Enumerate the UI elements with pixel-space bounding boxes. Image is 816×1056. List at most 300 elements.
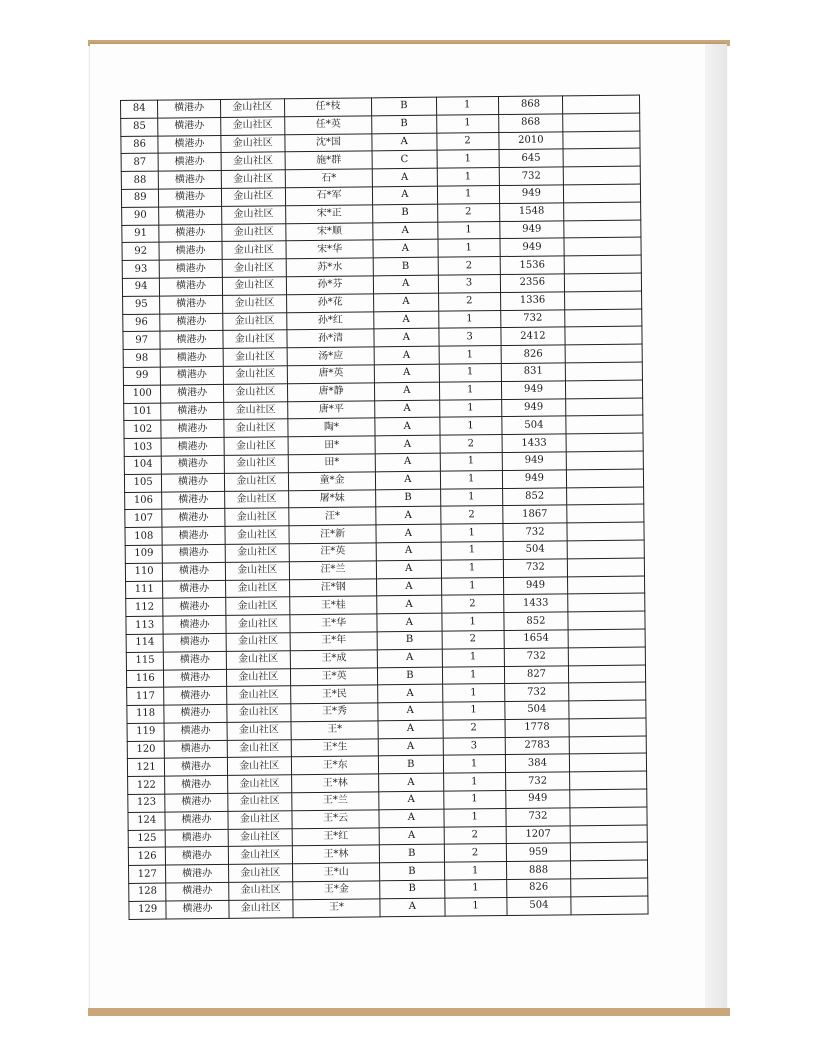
- note-cell: [565, 326, 642, 345]
- count-cell: 1: [439, 381, 501, 399]
- note-cell: [566, 398, 643, 417]
- count-cell: 1: [437, 221, 499, 239]
- note-cell: [568, 593, 645, 612]
- office-cell: 横港办: [165, 740, 227, 758]
- office-cell: 横港办: [166, 900, 228, 918]
- office-cell: 横港办: [160, 260, 222, 278]
- note-cell: [571, 860, 648, 879]
- row-number-cell: 91: [122, 225, 160, 243]
- note-cell: [569, 682, 646, 701]
- note-cell: [570, 807, 647, 826]
- note-cell: [567, 504, 644, 523]
- note-cell: [563, 131, 640, 150]
- subsidy-table: [120, 95, 649, 920]
- office-cell: 横港办: [162, 455, 224, 473]
- office-cell: 横港办: [164, 705, 226, 723]
- note-cell: [566, 415, 643, 434]
- community-cell: 金山社区: [220, 99, 285, 117]
- count-cell: 1: [437, 150, 499, 168]
- name-cell: 王*云: [292, 810, 379, 829]
- office-cell: 横港办: [161, 402, 223, 420]
- community-cell: 金山社区: [227, 739, 292, 757]
- row-number-cell: 122: [128, 776, 166, 794]
- class-cell: B: [372, 115, 437, 133]
- note-cell: [564, 255, 641, 274]
- row-number-cell: 95: [123, 296, 161, 314]
- class-cell: A: [374, 293, 439, 311]
- name-cell: 汤*应: [287, 347, 374, 366]
- office-cell: 横港办: [161, 420, 223, 438]
- class-cell: A: [374, 346, 439, 364]
- note-cell: [564, 273, 641, 292]
- community-cell: 金山社区: [226, 650, 291, 668]
- amount-cell: 2783: [505, 737, 570, 755]
- name-cell: 沈*国: [285, 133, 372, 152]
- class-cell: A: [373, 240, 438, 258]
- row-number-cell: 88: [121, 171, 159, 189]
- amount-cell: 2356: [500, 274, 565, 292]
- note-cell: [569, 754, 646, 773]
- community-cell: 金山社区: [222, 277, 287, 295]
- office-cell: 横港办: [165, 776, 227, 794]
- name-cell: 王*红: [292, 827, 379, 846]
- count-cell: 1: [444, 880, 506, 898]
- note-cell: [565, 309, 642, 328]
- community-cell: 金山社区: [228, 882, 293, 900]
- community-cell: 金山社区: [226, 686, 291, 704]
- class-cell: A: [377, 578, 442, 596]
- row-number-cell: 110: [125, 563, 163, 581]
- community-cell: 金山社区: [229, 900, 294, 918]
- amount-cell: 1548: [499, 203, 564, 221]
- row-number-cell: 102: [124, 420, 162, 438]
- note-cell: [566, 451, 643, 470]
- count-cell: 1: [436, 97, 498, 115]
- community-cell: 金山社区: [223, 419, 288, 437]
- community-cell: 金山社区: [224, 490, 289, 508]
- amount-cell: 732: [504, 683, 569, 701]
- row-number-cell: 121: [127, 759, 165, 777]
- name-cell: 王*桂: [290, 596, 377, 615]
- name-cell: 孙*清: [287, 329, 374, 348]
- note-cell: [564, 202, 641, 221]
- note-cell: [570, 789, 647, 808]
- amount-cell: 732: [500, 309, 565, 327]
- office-cell: 横港办: [166, 865, 228, 883]
- row-number-cell: 117: [127, 687, 165, 705]
- community-cell: 金山社区: [224, 455, 289, 473]
- class-cell: A: [376, 524, 441, 542]
- row-number-cell: 118: [127, 705, 165, 723]
- office-cell: 横港办: [164, 722, 226, 740]
- name-cell: 王*英: [290, 667, 377, 686]
- office-cell: 横港办: [165, 793, 227, 811]
- note-cell: [568, 611, 645, 630]
- row-number-cell: 126: [128, 848, 166, 866]
- office-cell: 横港办: [163, 580, 225, 598]
- class-cell: B: [380, 880, 445, 898]
- note-cell: [568, 647, 645, 666]
- row-number-cell: 99: [123, 367, 161, 385]
- count-cell: 3: [443, 737, 505, 755]
- name-cell: 唐*静: [287, 383, 374, 402]
- community-cell: 金山社区: [221, 170, 286, 188]
- class-cell: A: [372, 168, 437, 186]
- row-number-cell: 100: [123, 385, 161, 403]
- community-cell: 金山社区: [221, 206, 286, 224]
- office-cell: 横港办: [164, 669, 226, 687]
- row-number-cell: 106: [125, 492, 163, 510]
- name-cell: 唐*英: [287, 365, 374, 384]
- community-cell: 金山社区: [224, 508, 289, 526]
- name-cell: 王*金: [293, 881, 380, 900]
- count-cell: 1: [437, 239, 499, 257]
- office-cell: 横港办: [159, 188, 221, 206]
- amount-cell: 1536: [500, 256, 565, 274]
- amount-cell: 1433: [502, 434, 567, 452]
- amount-cell: 732: [503, 523, 568, 541]
- note-cell: [563, 166, 640, 185]
- office-cell: 横港办: [160, 277, 222, 295]
- count-cell: 1: [437, 186, 499, 204]
- class-cell: B: [378, 667, 443, 685]
- count-cell: 1: [436, 114, 498, 132]
- office-cell: 横港办: [166, 882, 228, 900]
- office-cell: 横港办: [164, 651, 226, 669]
- row-number-cell: 104: [124, 456, 162, 474]
- office-cell: 横港办: [163, 544, 225, 562]
- name-cell: 唐*平: [288, 400, 375, 419]
- amount-cell: 504: [505, 701, 570, 719]
- amount-cell: 949: [501, 398, 566, 416]
- count-cell: 1: [443, 773, 505, 791]
- row-number-cell: 115: [126, 652, 164, 670]
- name-cell: 汪*钢: [289, 578, 376, 597]
- amount-cell: 1336: [500, 292, 565, 310]
- amount-cell: 1867: [503, 505, 568, 523]
- note-cell: [564, 220, 641, 239]
- community-cell: 金山社区: [228, 828, 293, 846]
- amount-cell: 959: [506, 843, 571, 861]
- name-cell: 王*秀: [291, 703, 378, 722]
- office-cell: 横港办: [166, 829, 228, 847]
- table-body: [121, 95, 649, 919]
- community-cell: 金山社区: [222, 259, 287, 277]
- row-number-cell: 86: [121, 136, 159, 154]
- count-cell: 1: [441, 577, 503, 595]
- office-cell: 横港办: [159, 206, 221, 224]
- class-cell: A: [374, 364, 439, 382]
- community-cell: 金山社区: [223, 366, 288, 384]
- class-cell: A: [376, 506, 441, 524]
- row-number-cell: 103: [124, 438, 162, 456]
- class-cell: A: [378, 702, 443, 720]
- name-cell: 石*军: [285, 187, 372, 206]
- note-cell: [570, 771, 647, 790]
- name-cell: 任*枝: [284, 98, 371, 117]
- community-cell: 金山社区: [223, 401, 288, 419]
- amount-cell: 732: [505, 772, 570, 790]
- paper-fold-shadow: [705, 44, 727, 1012]
- class-cell: B: [379, 756, 444, 774]
- name-cell: 王*兰: [292, 792, 379, 811]
- amount-cell: 732: [504, 648, 569, 666]
- name-cell: 童*金: [288, 472, 375, 491]
- office-cell: 横港办: [158, 117, 220, 135]
- note-cell: [569, 700, 646, 719]
- row-number-cell: 109: [125, 545, 163, 563]
- amount-cell: 504: [502, 416, 567, 434]
- class-cell: B: [373, 204, 438, 222]
- name-cell: 汪*新: [289, 525, 376, 544]
- row-number-cell: 89: [121, 189, 159, 207]
- note-cell: [567, 522, 644, 541]
- row-number-cell: 113: [126, 616, 164, 634]
- note-cell: [566, 380, 643, 399]
- amount-cell: 868: [498, 96, 563, 114]
- name-cell: 王*成: [290, 650, 377, 669]
- name-cell: 王*: [293, 899, 380, 918]
- count-cell: 1: [439, 346, 501, 364]
- office-cell: 横港办: [162, 473, 224, 491]
- office-cell: 横港办: [163, 633, 225, 651]
- document-table-container: [120, 95, 649, 920]
- community-cell: 金山社区: [223, 330, 288, 348]
- office-cell: 横港办: [160, 349, 222, 367]
- count-cell: 1: [441, 559, 503, 577]
- row-number-cell: 128: [129, 883, 167, 901]
- amount-cell: 504: [503, 541, 568, 559]
- community-cell: 金山社区: [220, 134, 285, 152]
- name-cell: 孙*花: [287, 294, 374, 313]
- count-cell: 2: [440, 506, 502, 524]
- name-cell: 宋*华: [286, 240, 373, 259]
- community-cell: 金山社区: [225, 597, 290, 615]
- note-cell: [563, 148, 640, 167]
- amount-cell: 949: [501, 381, 566, 399]
- community-cell: 金山社区: [226, 668, 291, 686]
- desk-surface-bottom: [88, 1008, 730, 1016]
- class-cell: A: [379, 827, 444, 845]
- office-cell: 横港办: [161, 366, 223, 384]
- class-cell: A: [377, 649, 442, 667]
- row-number-cell: 84: [121, 100, 159, 118]
- count-cell: 2: [438, 292, 500, 310]
- class-cell: B: [379, 845, 444, 863]
- class-cell: C: [372, 151, 437, 169]
- class-cell: A: [375, 453, 440, 471]
- count-cell: 1: [440, 452, 502, 470]
- amount-cell: 2412: [501, 327, 566, 345]
- count-cell: 1: [441, 541, 503, 559]
- community-cell: 金山社区: [222, 241, 287, 259]
- name-cell: 王*: [291, 721, 378, 740]
- class-cell: A: [374, 275, 439, 293]
- class-cell: A: [375, 382, 440, 400]
- community-cell: 金山社区: [221, 188, 286, 206]
- office-cell: 横港办: [160, 331, 222, 349]
- note-cell: [565, 291, 642, 310]
- community-cell: 金山社区: [221, 223, 286, 241]
- name-cell: 王*东: [291, 756, 378, 775]
- row-number-cell: 120: [127, 741, 165, 759]
- note-cell: [568, 629, 645, 648]
- community-cell: 金山社区: [226, 633, 291, 651]
- office-cell: 横港办: [163, 562, 225, 580]
- row-number-cell: 114: [126, 634, 164, 652]
- community-cell: 金山社区: [225, 526, 290, 544]
- class-cell: B: [373, 257, 438, 275]
- count-cell: 1: [442, 648, 504, 666]
- amount-cell: 949: [506, 790, 571, 808]
- count-cell: 1: [444, 897, 506, 915]
- amount-cell: 827: [504, 665, 569, 683]
- community-cell: 金山社区: [228, 864, 293, 882]
- name-cell: 王*民: [291, 685, 378, 704]
- count-cell: 2: [444, 826, 506, 844]
- community-cell: 金山社区: [224, 437, 289, 455]
- count-cell: 1: [443, 791, 505, 809]
- name-cell: 屠*妹: [289, 489, 376, 508]
- name-cell: 王*林: [292, 774, 379, 793]
- row-number-cell: 98: [123, 349, 161, 367]
- count-cell: 3: [438, 328, 500, 346]
- class-cell: B: [372, 97, 437, 115]
- note-cell: [567, 540, 644, 559]
- office-cell: 横港办: [162, 509, 224, 527]
- amount-cell: 949: [499, 185, 564, 203]
- count-cell: 2: [440, 435, 502, 453]
- community-cell: 金山社区: [228, 811, 293, 829]
- class-cell: A: [373, 222, 438, 240]
- class-cell: A: [379, 791, 444, 809]
- row-number-cell: 125: [128, 830, 166, 848]
- note-cell: [569, 736, 646, 755]
- office-cell: 横港办: [161, 438, 223, 456]
- note-cell: [564, 237, 641, 256]
- note-cell: [570, 842, 647, 861]
- amount-cell: 645: [499, 149, 564, 167]
- office-cell: 横港办: [159, 242, 221, 260]
- count-cell: 1: [440, 470, 502, 488]
- amount-cell: 949: [500, 220, 565, 238]
- row-number-cell: 90: [122, 207, 160, 225]
- class-cell: A: [372, 133, 437, 151]
- office-cell: 横港办: [163, 616, 225, 634]
- count-cell: 1: [439, 399, 501, 417]
- office-cell: 横港办: [158, 153, 220, 171]
- count-cell: 2: [441, 595, 503, 613]
- note-cell: [563, 113, 640, 132]
- class-cell: A: [379, 773, 444, 791]
- amount-cell: 831: [501, 363, 566, 381]
- class-cell: B: [376, 489, 441, 507]
- row-number-cell: 112: [126, 598, 164, 616]
- count-cell: 1: [442, 684, 504, 702]
- row-number-cell: 116: [126, 670, 164, 688]
- office-cell: 横港办: [163, 598, 225, 616]
- note-cell: [564, 184, 641, 203]
- class-cell: B: [380, 862, 445, 880]
- name-cell: 汪*英: [289, 543, 376, 562]
- community-cell: 金山社区: [228, 846, 293, 864]
- class-cell: A: [379, 809, 444, 827]
- name-cell: 石*: [285, 169, 372, 188]
- amount-cell: 732: [499, 167, 564, 185]
- amount-cell: 384: [505, 754, 570, 772]
- office-cell: 横港办: [162, 527, 224, 545]
- note-cell: [570, 825, 647, 844]
- name-cell: 陶*: [288, 418, 375, 437]
- amount-cell: 732: [503, 559, 568, 577]
- amount-cell: 949: [503, 576, 568, 594]
- class-cell: A: [378, 684, 443, 702]
- office-cell: 横港办: [159, 224, 221, 242]
- row-number-cell: 127: [129, 865, 167, 883]
- count-cell: 1: [444, 862, 506, 880]
- community-cell: 金山社区: [223, 348, 288, 366]
- office-cell: 横港办: [158, 135, 220, 153]
- amount-cell: 1207: [506, 825, 571, 843]
- community-cell: 金山社区: [223, 384, 288, 402]
- count-cell: 1: [439, 363, 501, 381]
- class-cell: B: [377, 631, 442, 649]
- name-cell: 王*生: [291, 739, 378, 758]
- amount-cell: 852: [502, 487, 567, 505]
- name-cell: 汪*: [289, 507, 376, 526]
- community-cell: 金山社区: [225, 579, 290, 597]
- office-cell: 横港办: [160, 295, 222, 313]
- community-cell: 金山社区: [220, 117, 285, 135]
- note-cell: [568, 576, 645, 595]
- community-cell: 金山社区: [225, 544, 290, 562]
- amount-cell: 2010: [499, 131, 564, 149]
- class-cell: A: [375, 418, 440, 436]
- name-cell: 孙*芬: [286, 276, 373, 295]
- office-cell: 横港办: [165, 811, 227, 829]
- count-cell: 1: [441, 613, 503, 631]
- name-cell: 施*群: [285, 151, 372, 170]
- count-cell: 2: [438, 257, 500, 275]
- name-cell: 宋*顺: [286, 222, 373, 241]
- name-cell: 苏*水: [286, 258, 373, 277]
- count-cell: 2: [437, 203, 499, 221]
- row-number-cell: 129: [129, 901, 167, 919]
- community-cell: 金山社区: [227, 775, 292, 793]
- name-cell: 任*英: [285, 116, 372, 135]
- note-cell: [569, 718, 646, 737]
- count-cell: 2: [442, 630, 504, 648]
- count-cell: 1: [442, 666, 504, 684]
- name-cell: 田*: [288, 436, 375, 455]
- note-cell: [565, 362, 642, 381]
- count-cell: 1: [438, 310, 500, 328]
- count-cell: 1: [443, 755, 505, 773]
- community-cell: 金山社区: [225, 561, 290, 579]
- row-number-cell: 119: [127, 723, 165, 741]
- class-cell: A: [374, 329, 439, 347]
- count-cell: 1: [440, 524, 502, 542]
- row-number-cell: 124: [128, 812, 166, 830]
- class-cell: A: [378, 738, 443, 756]
- name-cell: 王*华: [290, 614, 377, 633]
- class-cell: A: [375, 400, 440, 418]
- count-cell: 1: [442, 702, 504, 720]
- row-number-cell: 97: [123, 331, 161, 349]
- row-number-cell: 111: [126, 581, 164, 599]
- amount-cell: 826: [501, 345, 566, 363]
- amount-cell: 868: [498, 114, 563, 132]
